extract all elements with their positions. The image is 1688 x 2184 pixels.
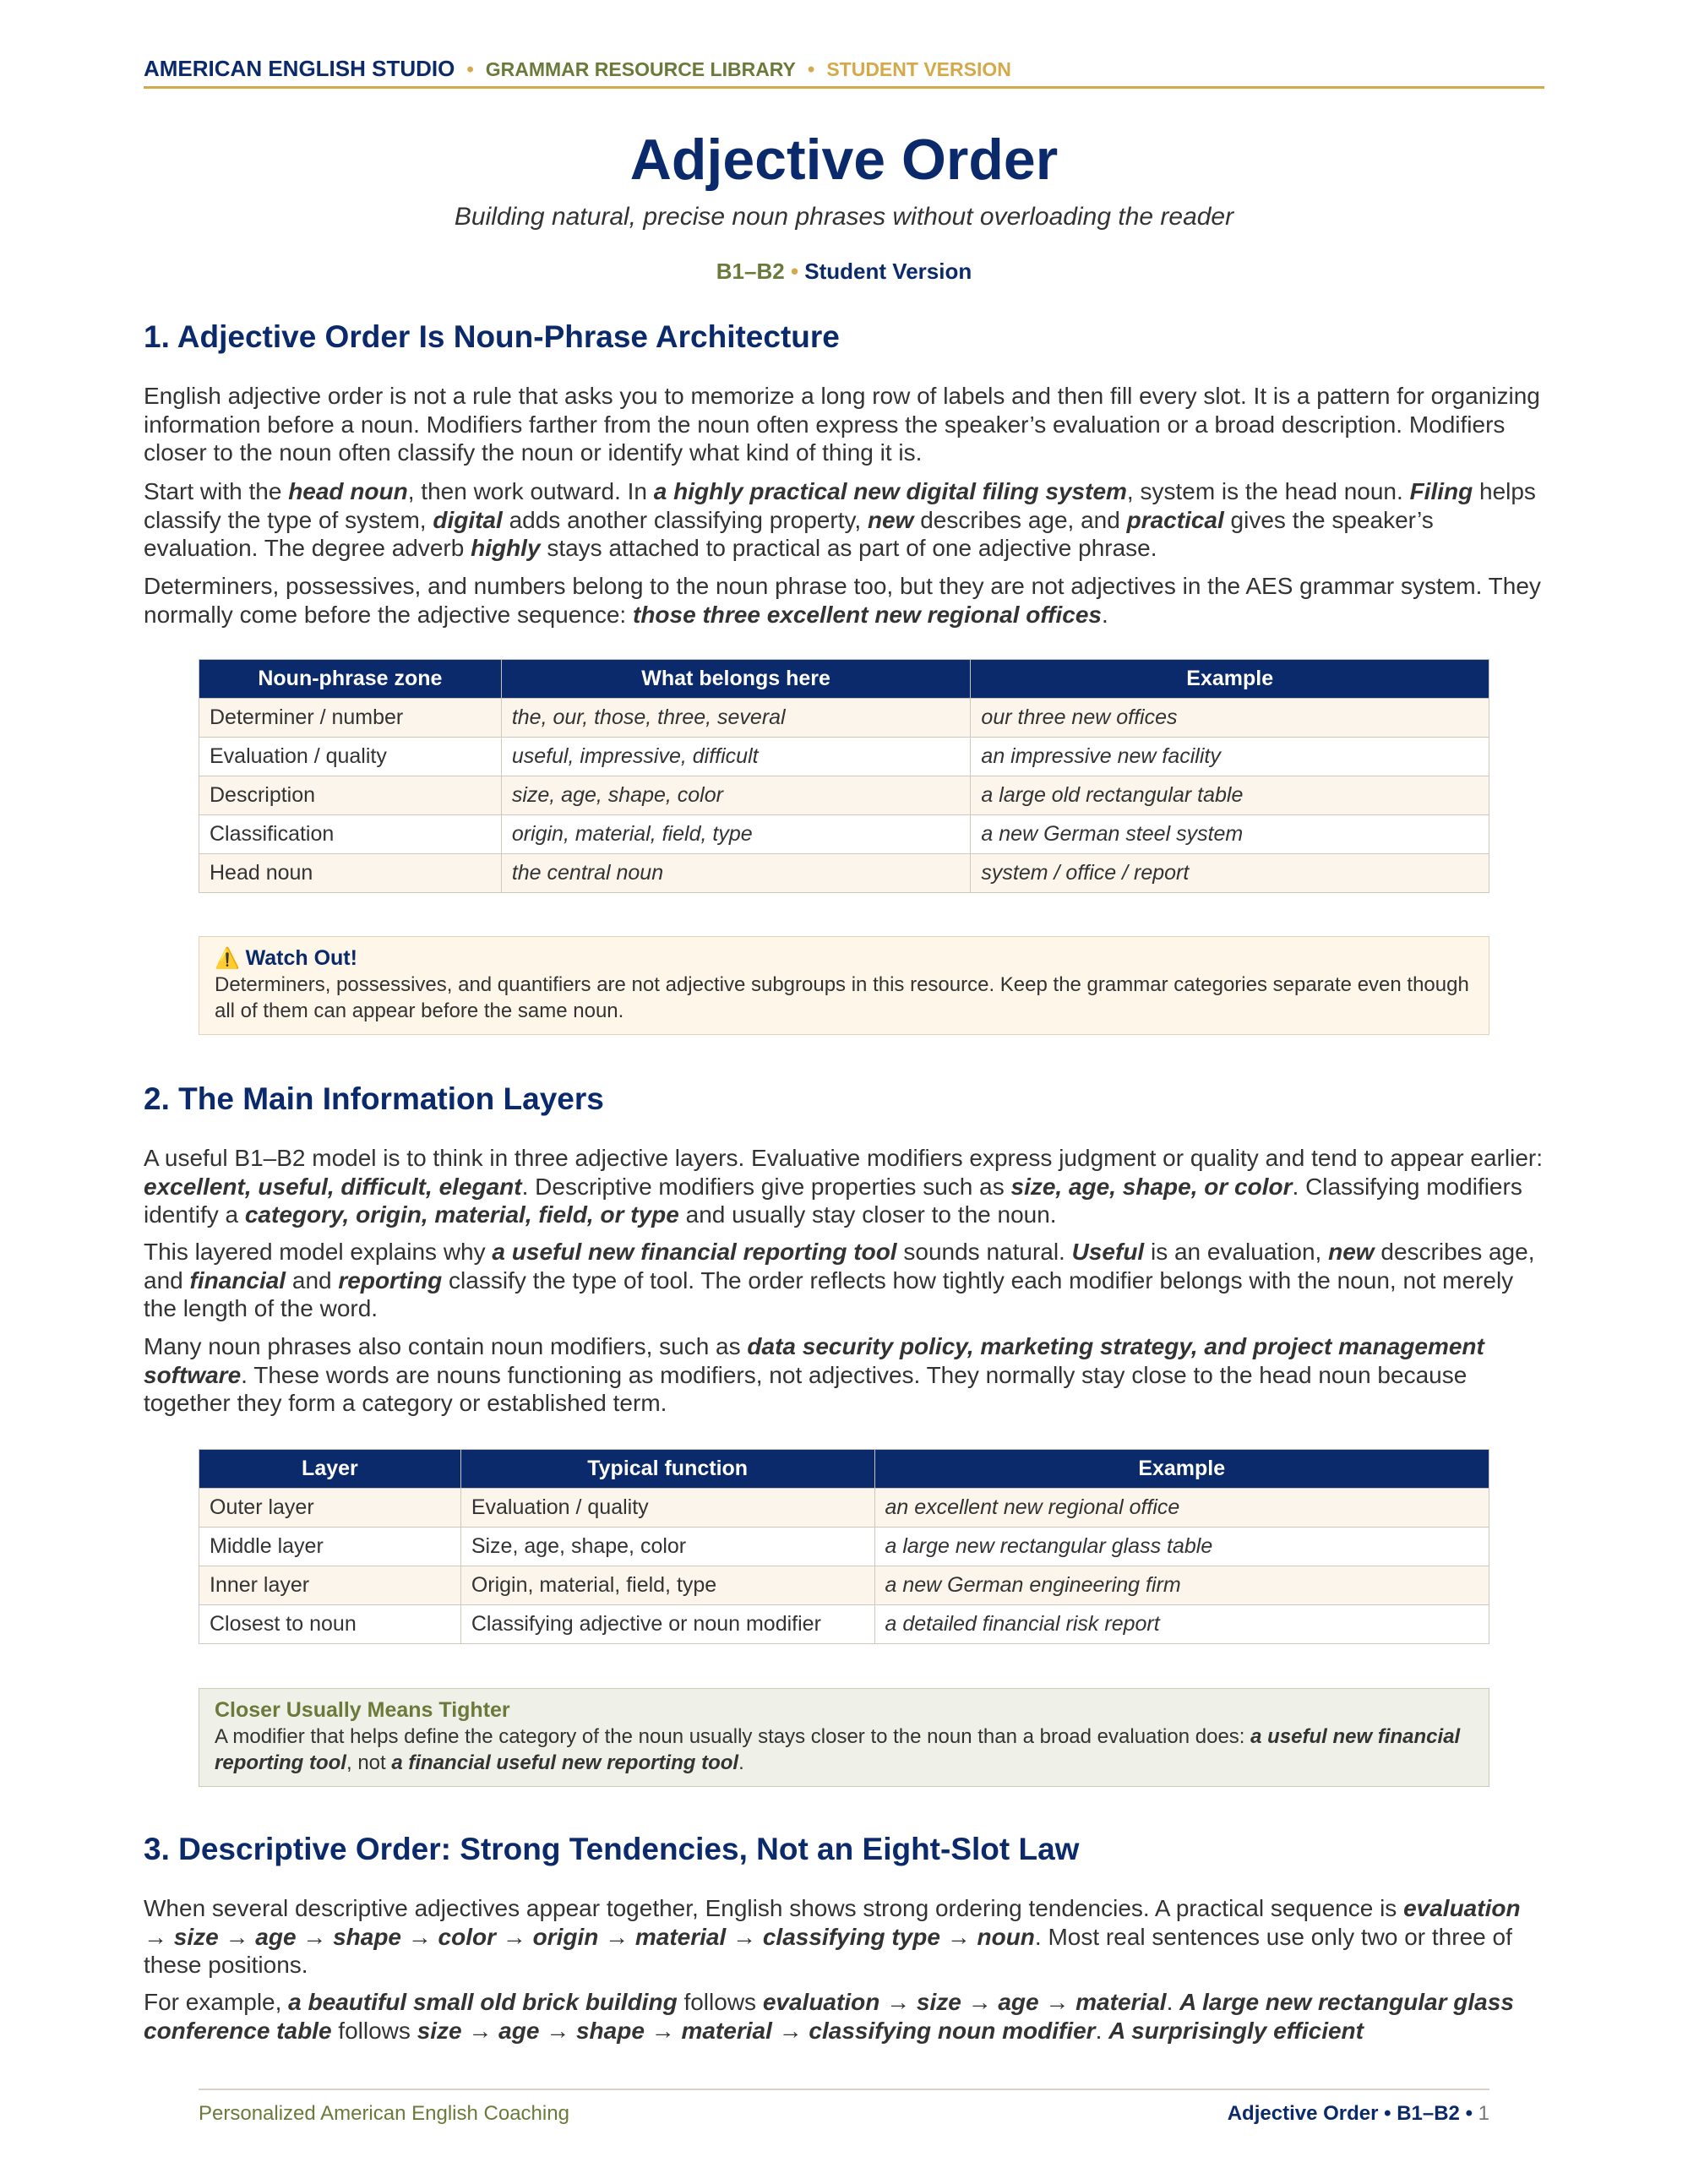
table-cell: Evaluation / quality <box>199 738 502 776</box>
page-subtitle: Building natural, precise noun phrases without overloading the reader <box>454 203 1234 231</box>
section-2-paragraph-2: This layered model explains why a useful new financial reporting tool sounds natural. Useful is an evaluation, new describes age, and financial and reporting classify the type of tool. The order reflects how tightly each modifier belongs with the noun, not merely the length of the word. <box>144 1239 1535 1321</box>
table-row <box>199 1566 1489 1605</box>
brand-name: AMERICAN ENGLISH STUDIO <box>144 56 455 81</box>
table-cell: Classifying adjective or noun modifier <box>460 1605 874 1644</box>
callout-title: Closer Usually Means Tighter <box>215 1698 510 1722</box>
table-cell: Evaluation / quality <box>460 1489 874 1528</box>
table-cell: a large new rectangular glass table <box>874 1528 1489 1566</box>
table-cell: size, age, shape, color <box>501 776 971 815</box>
table-row <box>199 699 1489 738</box>
table-row <box>199 1605 1489 1644</box>
header-separator: • <box>466 58 474 81</box>
column-header: Noun-phrase zone <box>199 660 502 699</box>
callout-text: Determiners, possessives, and quantifiers are not adjective subgroups in this resource. Keep the grammar categories separate even though all of them can appear before the same noun. <box>215 973 1469 1022</box>
header-separator: • <box>807 58 815 81</box>
table-cell: a large old rectangular table <box>971 776 1489 815</box>
section-3-paragraph-1: When several descriptive adjectives appear together, English shows strong ordering tendencies. A practical sequence is evaluation → size → age → shape → color → origin → material → classifying type → noun. Most real sentences use only two or three of these positions. <box>144 1895 1521 1978</box>
table-row <box>199 815 1489 854</box>
table-cell: Description <box>199 776 502 815</box>
table-cell: Middle layer <box>199 1528 461 1566</box>
watch-out-callout <box>199 936 1489 1035</box>
column-header: Example <box>874 1450 1489 1489</box>
table-header-row <box>199 1450 1489 1489</box>
table-cell: an excellent new regional office <box>874 1489 1489 1528</box>
tip-callout <box>199 1688 1489 1787</box>
section-3-paragraph-2: For example, a beautiful small old brick building follows evaluation → size → age → material. A large new rectangular glass conference table follows size → age → shape → material → classifying noun modifier. A surprisingly efficient <box>144 1989 1514 2044</box>
column-header: Example <box>971 660 1489 699</box>
table-cell: origin, material, field, type <box>501 815 971 854</box>
table-cell: Origin, material, field, type <box>460 1566 874 1605</box>
column-header: What belongs here <box>501 660 971 699</box>
level-line <box>144 259 1544 285</box>
table-cell: an impressive new facility <box>971 738 1489 776</box>
section-1-paragraph-3: Determiners, possessives, and numbers belong to the noun phrase too, but they are not adjectives in the AES grammar system. They normally come before the adjective sequence: those three excellent new regional offices. <box>144 573 1541 628</box>
column-header: Layer <box>199 1450 461 1489</box>
footer-right-text: Adjective Order • B1–B2 • 1 <box>1227 2102 1489 2125</box>
table-cell: useful, impressive, difficult <box>501 738 971 776</box>
section-1-heading: 1. Adjective Order Is Noun-Phrase Architecture <box>144 319 840 354</box>
warning-icon: ⚠️ <box>215 947 240 970</box>
section-2-paragraph-3: Many noun phrases also contain noun modifiers, such as data security policy, marketing strategy, and project management software. These words are nouns functioning as modifiers, not adjectives. They normally stay close to the head noun because together they form a category or established term. <box>144 1333 1484 1416</box>
table-cell: our three new offices <box>971 699 1489 738</box>
callout-title: Watch Out! <box>245 946 357 970</box>
table-cell: the, our, those, three, several <box>501 699 971 738</box>
level-dot: • <box>790 259 799 284</box>
table-cell: Size, age, shape, color <box>460 1528 874 1566</box>
library-name: GRAMMAR RESOURCE LIBRARY <box>485 58 796 80</box>
table-cell: Head noun <box>199 854 502 893</box>
page-header <box>144 56 1544 89</box>
callout-text: A modifier that helps define the category of the noun usually stays closer to the noun than a broad evaluation does: a useful new financial reporting tool, not a financial useful new reporting tool. <box>215 1725 1461 1774</box>
version-label: STUDENT VERSION <box>826 58 1011 80</box>
column-header: Typical function <box>460 1450 874 1489</box>
table-row <box>199 854 1489 893</box>
table-cell: Inner layer <box>199 1566 461 1605</box>
table-cell: a new German steel system <box>971 815 1489 854</box>
table-header-row <box>199 660 1489 699</box>
table-cell: a new German engineering firm <box>874 1566 1489 1605</box>
page-number: 1 <box>1478 2102 1489 2125</box>
table-cell: Classification <box>199 815 502 854</box>
section-1-paragraph-1: English adjective order is not a rule that asks you to memorize a long row of labels and then fill every slot. It is a pattern for organizing information before a noun. Modifiers farther from the noun often express the speaker’s evaluation or a broad description. Modifiers closer to the noun often classify the noun or identify what kind of thing it is. <box>144 383 1540 466</box>
table-row <box>199 1489 1489 1528</box>
table-row <box>199 776 1489 815</box>
table-row <box>199 738 1489 776</box>
table-cell: the central noun <box>501 854 971 893</box>
table-cell: Determiner / number <box>199 699 502 738</box>
section-3-heading: 3. Descriptive Order: Strong Tendencies, Not an Eight-Slot Law <box>144 1832 1080 1866</box>
table-cell: system / office / report <box>971 854 1489 893</box>
table-cell: Closest to noun <box>199 1605 461 1644</box>
section-2-heading: 2. The Main Information Layers <box>144 1081 604 1116</box>
page-title: Adjective Order <box>629 128 1059 192</box>
page-footer <box>199 2089 1489 2125</box>
table-cell: a detailed financial risk report <box>874 1605 1489 1644</box>
table-row <box>199 1528 1489 1566</box>
level-label: B1–B2 <box>716 259 785 284</box>
table-cell: Outer layer <box>199 1489 461 1528</box>
information-layers-table <box>199 1449 1489 1644</box>
section-2-paragraph-1: A useful B1–B2 model is to think in three adjective layers. Evaluative modifiers express judgment or quality and tend to appear earlier: excellent, useful, difficult, elegant. Descriptive modifiers give properties such as size, age, shape, or color. Classifying modifiers identify a category, origin, material, field, or type and usually stay closer to the noun. <box>144 1145 1544 1228</box>
footer-left-text: Personalized American English Coaching <box>199 2102 569 2125</box>
level-version: Student Version <box>804 259 972 284</box>
section-1-paragraph-2: Start with the head noun, then work outward. In a highly practical new digital filing system, system is the head noun. Filing helps classify the type of system, digital adds another classifying property, new describes age, and practical gives the speaker’s evaluation. The degree adverb highly stays attached to practical as part of one adjective phrase. <box>144 478 1536 561</box>
noun-phrase-zone-table <box>199 659 1489 893</box>
